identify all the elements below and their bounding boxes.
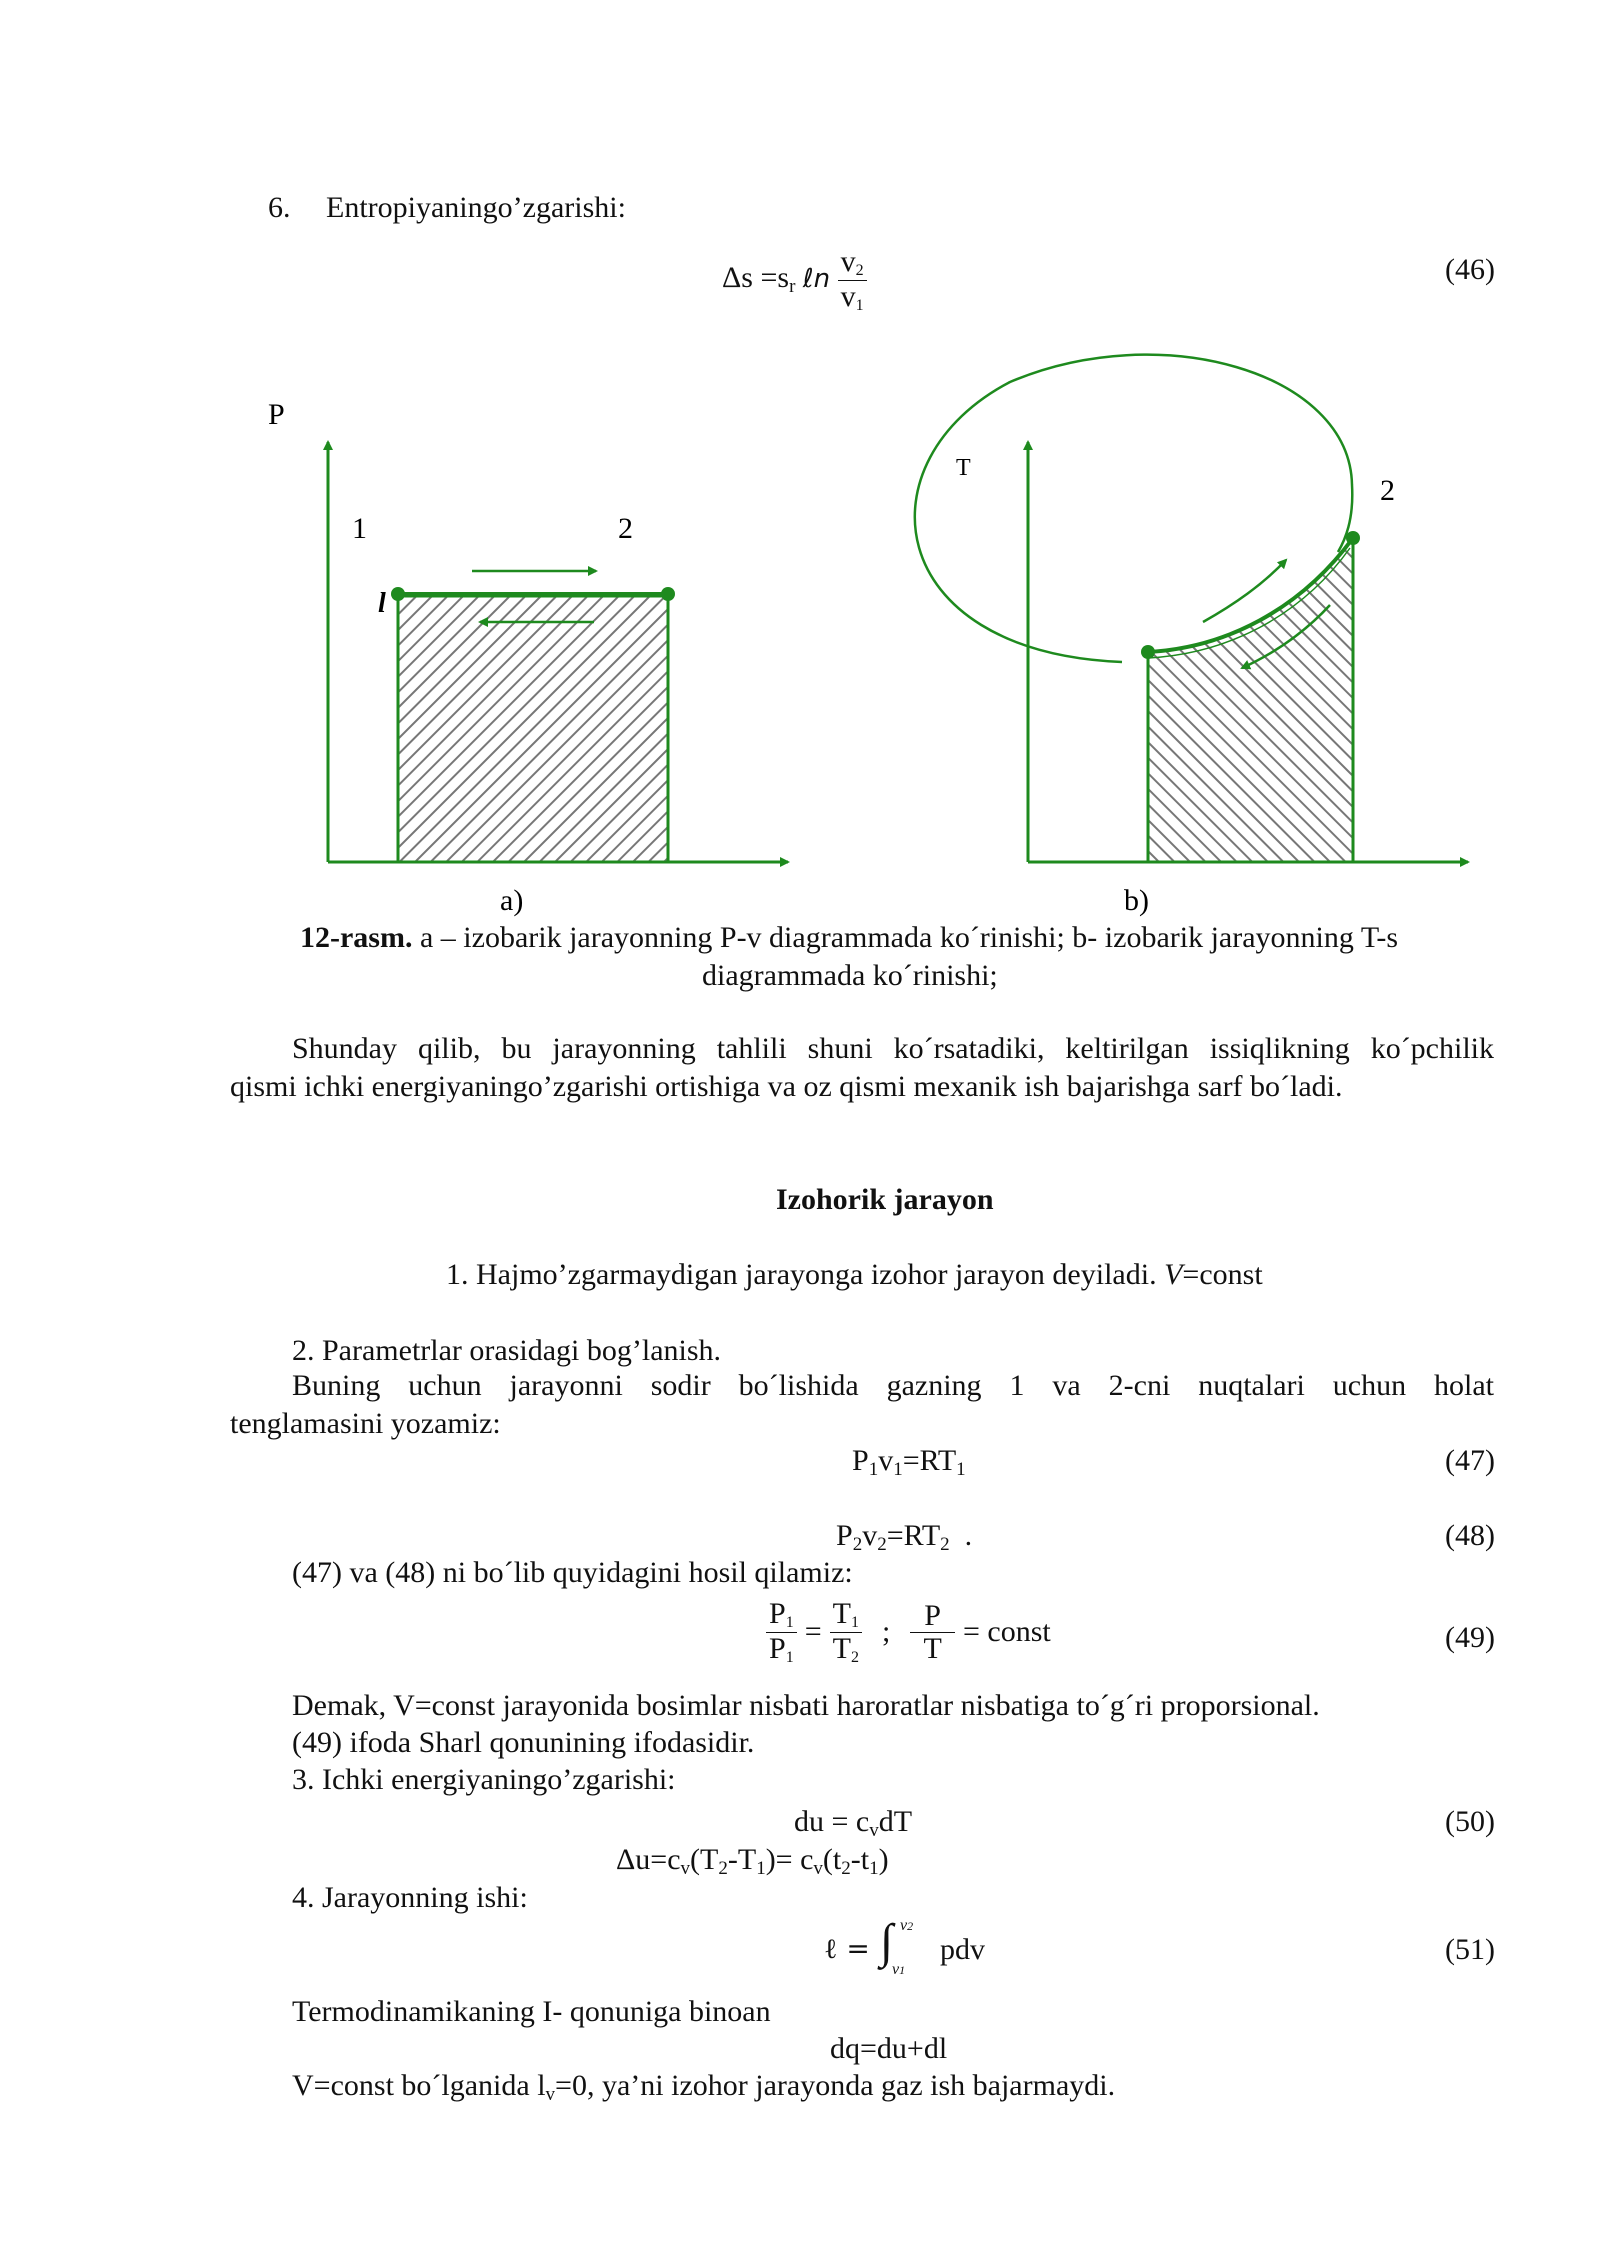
item4: 4. Jarayonning ishi:: [292, 1881, 528, 1914]
caption-b: b): [1124, 884, 1149, 917]
eq46-num-sub: 2: [855, 262, 864, 279]
eq50b-s5: 2: [841, 1858, 851, 1879]
eq48-rhs: =RT: [886, 1519, 941, 1552]
eq50b-a: Δu=c: [616, 1843, 681, 1876]
item2-title: 2. Parametrlar orasidagi bog’lanish.: [292, 1334, 722, 1367]
eq51-lower-sub: 1: [899, 1963, 906, 1977]
label-2-a: 2: [618, 512, 633, 545]
diagram-a: [268, 398, 788, 917]
eq49-fraction1: [766, 1598, 797, 1667]
item2-line1: Buning uchun jarayonni sodir bo´lishida gazning 1 va 2-cni nuqtalari uchun holat: [292, 1369, 1494, 1402]
eq47-s2: 1: [893, 1459, 903, 1480]
summary-line2: qismi ichki energiyaningo’zgarishi ortishiga va oz qismi mexanik ish bajarishga sarf bo´ladi.: [230, 1070, 1343, 1103]
eq46-ln: ℓn: [802, 264, 831, 295]
eq51-upper: [900, 1916, 913, 1935]
eq47-label: (47): [1445, 1444, 1495, 1477]
eq51-lower: [892, 1960, 905, 1979]
eq49-f2-num: T: [832, 1597, 851, 1630]
eq46-label: (46): [1445, 253, 1495, 286]
eq50b-d: )= c: [765, 1843, 814, 1876]
eq46-lhs: Δs =s: [722, 261, 790, 295]
point-2-b: [1346, 531, 1360, 545]
eq47-s1: 1: [868, 1459, 879, 1480]
final-a: V=const bo´lganida l: [292, 2069, 546, 2102]
eq51-label: (51): [1445, 1933, 1495, 1966]
item1: [446, 1257, 1263, 1293]
eq50b-s2: 2: [718, 1858, 728, 1879]
item2-line2: tenglamasini yozamiz:: [230, 1407, 501, 1440]
caption-a: a): [500, 884, 524, 917]
item1-text: 1. Hajmo’zgarmaydigan jarayonga izohor jarayon deyiladi.: [446, 1258, 1165, 1291]
label-1-a: 1: [352, 512, 367, 545]
eq49-rhs: = const: [962, 1615, 1051, 1649]
eq47-s3: 1: [956, 1459, 966, 1480]
final-b: =0, ya’ni izohor jarayonda gaz ish bajarmaydi.: [555, 2069, 1116, 2102]
equation-dq: dq=du+dl: [830, 2032, 948, 2065]
section-number: 6.: [268, 191, 291, 224]
eq51-lower-v: v: [892, 1961, 900, 1978]
equation-51: [824, 1915, 1004, 1982]
conclusion-line1: Demak, V=const jarayonida bosimlar nisbati haroratlar nisbatiga to´g´ri proporsional.: [292, 1689, 1320, 1722]
eq50-lhs: du = c: [794, 1805, 870, 1838]
item1-rest: =const: [1182, 1258, 1263, 1291]
point-1-a: [391, 587, 405, 601]
item3: 3. Ichki energiyaningo’zgarishi:: [292, 1763, 676, 1796]
eq50b-f: -t: [850, 1843, 870, 1876]
eq50b-s1: v: [680, 1858, 691, 1879]
eq49-equals: =: [804, 1615, 822, 1649]
figure-caption-text: a – izobarik jarayonning P-v diagrammada ko´rinishi; b- izobarik jarayonning T-s: [412, 921, 1399, 954]
eq50-sub: v: [869, 1820, 879, 1841]
eq48-v: v: [862, 1519, 878, 1552]
divide-text: (47) va (48) ni bo´lib quyidagini hosil qilamiz:: [292, 1556, 853, 1589]
eq47-v: v: [878, 1444, 894, 1477]
eq51-lhs: ℓ =: [824, 1932, 870, 1965]
eq49-f1-den: P: [769, 1631, 786, 1665]
point-1-b: [1141, 645, 1155, 659]
eq50b-b: (T: [690, 1843, 719, 1876]
eq49-f3-den: T: [923, 1631, 942, 1665]
equation-50: [794, 1804, 912, 1843]
eq48-dot: .: [949, 1519, 973, 1552]
eq51-upper-v: v: [900, 1917, 908, 1934]
eq48-s2: 2: [877, 1534, 887, 1555]
eq49-f1-num: P: [769, 1597, 786, 1630]
equation-50b: [616, 1842, 889, 1881]
axis-label-t: T: [956, 455, 971, 481]
item1-v: V: [1164, 1258, 1183, 1291]
eq46-num: v: [840, 245, 856, 278]
eq49-fraction2: [830, 1598, 862, 1667]
eq49-f1-num-sub: 1: [785, 1614, 794, 1631]
eq51-integral: ∫: [880, 1915, 894, 1968]
figure-12: [0, 0, 1600, 917]
eq49-f2-den: T: [832, 1631, 851, 1665]
eq50-label: (50): [1445, 1805, 1495, 1838]
eq46-lhs-sub: r: [789, 276, 796, 298]
eq48-s3: 2: [940, 1534, 950, 1555]
eq51-upper-sub: 2: [907, 1919, 914, 1933]
eq49-label: (49): [1445, 1621, 1495, 1654]
eq50b-s6: 1: [869, 1858, 879, 1879]
equation-49: [766, 1598, 1051, 1667]
eq51-rhs: pdv: [940, 1933, 985, 1966]
axis-label-p: P: [268, 398, 285, 431]
label-l-a: l: [378, 588, 386, 619]
eq47-p: P: [852, 1444, 869, 1477]
eq49-f1-den-sub: 1: [785, 1648, 794, 1666]
eq49-f3-num: P: [910, 1600, 955, 1633]
eq50-rhs: dT: [878, 1805, 913, 1838]
work-area-a: [398, 596, 668, 862]
point-2-a: [661, 587, 675, 601]
conclusion-line2: (49) ifoda Sharl qonunining ifodasidir.: [292, 1726, 755, 1759]
section-heading: Izohorik jarayon: [776, 1183, 994, 1216]
eq49-f2-den-sub: 2: [850, 1648, 859, 1666]
summary-line1: Shunday qilib, bu jarayonning tahlili shuni ko´rsatadiki, keltirilgan issiqlikning ko´pchilik: [292, 1032, 1494, 1065]
final-line: [292, 2068, 1115, 2107]
eq48-label: (48): [1445, 1519, 1495, 1552]
eq50b-s3: 1: [756, 1858, 766, 1879]
eq50b-g: ): [878, 1843, 889, 1876]
section-title: Entropiyaningo’zgarishi:: [326, 191, 626, 224]
figure-caption-line2: diagrammada ko´rinishi;: [702, 959, 998, 992]
law-text: Termodinamikaning I- qonuniga binoan: [292, 1995, 771, 2028]
eq49-fraction3: [910, 1600, 955, 1664]
eq50b-s4: v: [813, 1858, 823, 1879]
eq46-den-sub: 1: [855, 296, 864, 314]
eq50b-e: (t: [822, 1843, 842, 1876]
label-2-b: 2: [1380, 474, 1395, 507]
eq49-semicolon: ;: [881, 1615, 891, 1649]
equation-48: [836, 1518, 972, 1557]
eq50b-c: -T: [727, 1843, 757, 1876]
eq46-den: v: [840, 279, 856, 313]
equation-47: [852, 1443, 966, 1482]
eq47-rhs: =RT: [902, 1444, 957, 1477]
diagram-b: [915, 355, 1468, 917]
final-sub: v: [545, 2084, 556, 2105]
eq48-p: P: [836, 1519, 853, 1552]
eq48-s1: 2: [852, 1534, 863, 1555]
figure-caption-bold: 12-rasm.: [300, 921, 413, 954]
heat-area-b: [1148, 538, 1353, 862]
figure-caption-line1: [300, 920, 1398, 956]
eq49-f2-num-sub: 1: [850, 1614, 859, 1631]
